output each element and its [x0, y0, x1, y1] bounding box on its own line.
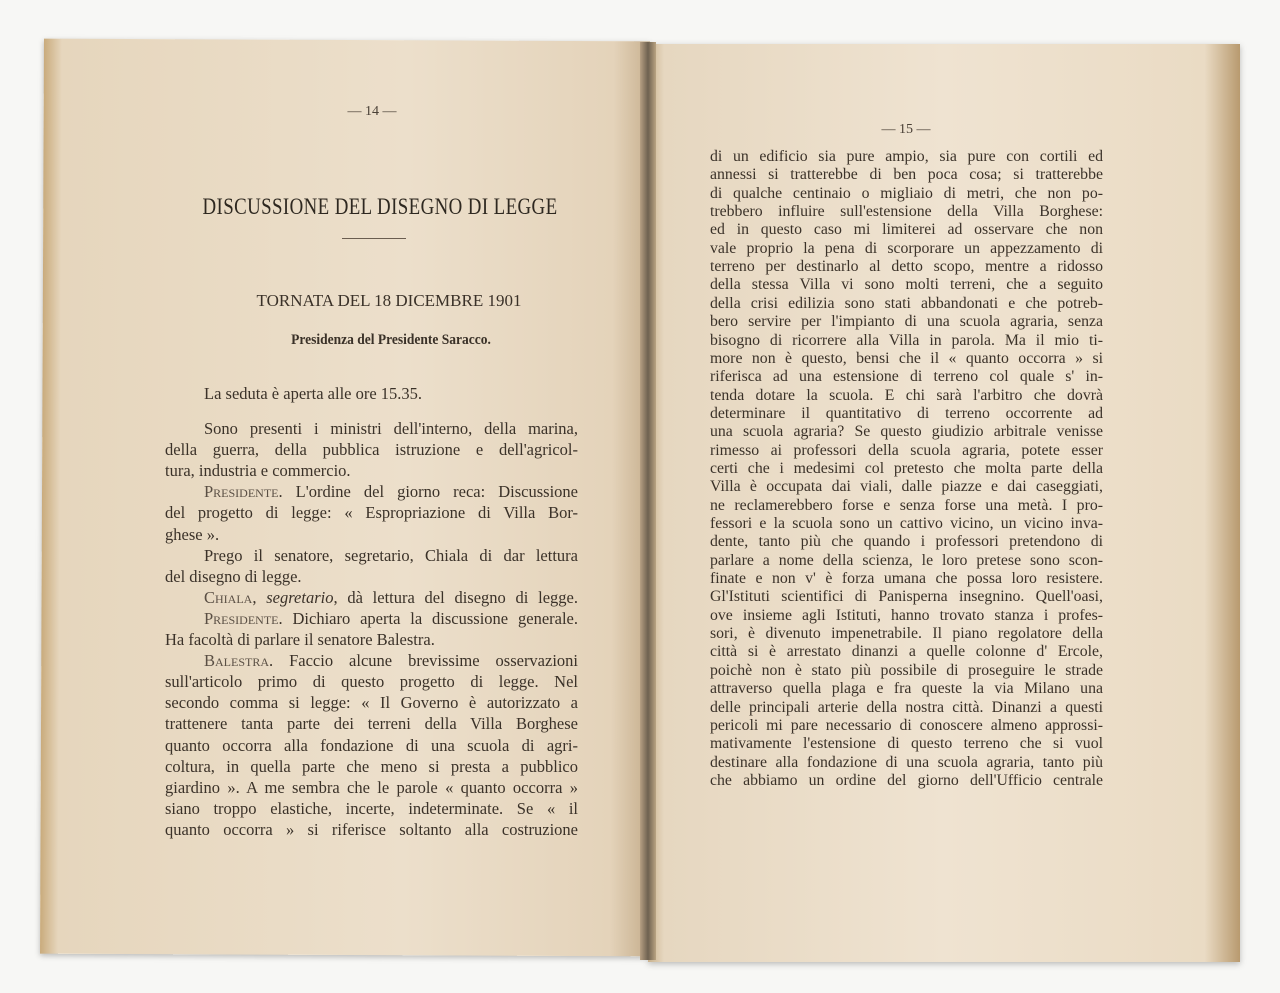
text-segment: segretario [266, 587, 334, 607]
text-line [204, 651, 578, 671]
text-line: more non è questo, bensi che il « quanto occorra » si [710, 349, 1103, 367]
text-segment: quanto occorra » si riferisce soltanto alla costruzione [165, 819, 578, 839]
text-segment: , [252, 587, 267, 607]
text-segment: tura, industria e commercio. [165, 461, 351, 481]
text-line: ne reclamerebbero forse e senza forse una metà. I pro- [710, 496, 1103, 514]
text-line [204, 419, 578, 439]
speaker-name: Chiala [204, 587, 253, 607]
text-line [165, 799, 578, 819]
text-segment: . Faccio alcune brevissime osservazioni [269, 651, 578, 671]
text-line [165, 714, 578, 734]
text-segment: trattenere tanta parte dei terreni della Villa Borghese [165, 714, 578, 734]
text-line [165, 672, 578, 692]
text-line: pericoli mi pare necessario di conoscere almeno approssi- [710, 716, 1103, 734]
page-number-left: — 14 — [347, 104, 397, 119]
text-line [165, 693, 578, 713]
text-line: ed in questo caso mi limiterei ad osservare che non [710, 221, 1103, 239]
text-line [204, 546, 578, 566]
book-gutter [640, 42, 656, 960]
text-line [165, 567, 302, 587]
chapter-title: DISCUSSIONE DEL DISEGNO DI LEGGE [202, 194, 558, 219]
text-line: fessori e la scuola sono un cattivo vicino, un vicino inva- [710, 515, 1103, 532]
text-line [204, 609, 578, 629]
session-heading: TORNATA DEL 18 DICEMBRE 1901 [256, 291, 522, 310]
text-line [165, 820, 578, 840]
text-line [165, 757, 578, 777]
text-line [165, 778, 578, 798]
title-divider [342, 238, 406, 239]
text-line: tenda dotare la scuola. E chi sarà l'arbitro che dovrà [710, 386, 1103, 404]
text-line: certi che i medesimi col pretesto che molta parte della [710, 459, 1103, 477]
text-segment: , dà lettura del disegno di legge. [333, 587, 578, 607]
text-segment: La seduta è aperta alle ore 15.35. [204, 384, 423, 403]
speaker-name: Presidente [204, 482, 279, 502]
text-line [165, 503, 578, 523]
presidency-subheading: Presidenza del Presidente Saracco. [291, 332, 491, 348]
text-segment: del progetto di legge: « Espropriazione di Villa Bor- [165, 503, 578, 523]
text-segment: coltura, in quella parte che meno si presta a pubblico [165, 756, 578, 776]
text-line [165, 461, 351, 481]
text-line: rimesso ai professori della scuola agraria, potete esser [710, 441, 1103, 459]
text-line [204, 482, 578, 502]
text-line: che abbiamo un ordine del giorno dell'Ufficio centrale [710, 771, 1103, 789]
text-line: bisogno di ricorrere alla Villa in parola. Ma il mio ti- [710, 331, 1103, 349]
speaker-name: Balestra [204, 651, 270, 671]
text-line [165, 630, 435, 650]
text-segment: Ha facoltà di parlare il senatore Balestra. [165, 630, 435, 649]
text-line: di qualche centinaio o migliaio di metri, che non po- [710, 184, 1103, 202]
text-line: terreno per destinarlo al detto scopo, mentre a ridosso [710, 258, 1103, 276]
speaker-name: Presidente [204, 608, 279, 628]
text-segment: della guerra, della pubblica istruzione e dell'agricol- [165, 440, 578, 460]
text-line: riferisca ad una estensione di terreno col quale s' in- [710, 368, 1103, 386]
text-segment: . Dichiaro aperta la discussione generale. [278, 608, 578, 628]
text-segment: sull'articolo primo di questo progetto di legge. Nel [165, 672, 578, 692]
text-segment: secondo comma si legge: « Il Governo è autorizzato a [165, 693, 578, 713]
text-line [165, 736, 578, 756]
text-line: poichè non è stato più possibile di proseguire le strade [710, 661, 1103, 679]
text-segment: Prego il senatore, segretario, Chiala di dar lettura [204, 545, 578, 565]
text-line: bero servire per l'impianto di una scuola agraria, senza [710, 313, 1103, 331]
text-line: dente, tanto più che quando i professori pretendono di [710, 533, 1103, 551]
text-line: Gl'Istituti scientifici di Panisperna insegnino. Quell'oasi, [710, 588, 1103, 606]
text-line: città si è arrestato dinanzi a quelle colonne d' Ercole, [710, 643, 1103, 661]
text-segment: giardino ». A me sembra che le parole « quanto occorra » [165, 777, 578, 797]
text-segment: siano troppo elastiche, incerte, indeterminate. Se « il [165, 798, 578, 818]
text-line: Villa è occupata dai viali, dalle piazze e dai caseggiati, [710, 478, 1103, 496]
text-line: destinare alla fondazione di una scuola agraria, tanto più [710, 753, 1103, 771]
text-line: delle principali arterie della nostra città. Dinanzi a questi [710, 698, 1103, 716]
text-line: vale proprio la pena di scorporare un appezzamento di [710, 239, 1103, 257]
text-segment: del disegno di legge. [165, 566, 302, 586]
text-line: annessi si tratterebbe di ben poca cosa; si tratterebbe [710, 166, 1103, 184]
text-line: sori, è divenuto impenetrabile. Il piano regolatore della [710, 625, 1103, 643]
text-line: trebbero influire sull'estensione della Villa Borghese: [710, 203, 1103, 221]
text-segment: . L'ordine del giorno reca: Discussione [278, 482, 578, 502]
text-line: determinare il quantitativo di terreno occorrente ad [710, 404, 1103, 422]
text-segment: Sono presenti i ministri dell'interno, della marina, [204, 419, 578, 438]
text-line: finate e non v' è forza umana che possa loro resistere. [710, 570, 1103, 588]
text-line [204, 588, 578, 608]
text-line: parlare a nome della scienza, le loro pretese sono scon- [710, 551, 1103, 569]
text-segment: quanto occorra alla fondazione di una scuola di agri- [165, 735, 578, 755]
text-segment: ghese ». [165, 524, 220, 544]
text-line: mativamente l'estensione di questo terreno che si vuol [710, 735, 1103, 753]
page-number-right: — 15 — [881, 122, 931, 137]
text-line: ove insieme agli Istituti, hanno trovato stanza i profes- [710, 606, 1103, 624]
text-line: della crisi edilizia sono stati abbandonati e che potreb- [710, 294, 1103, 312]
text-line: della stessa Villa vi sono molti terreni, che a seguito [710, 276, 1103, 294]
text-line [165, 440, 578, 460]
text-line: attraverso quella plaga e fra queste la via Milano una [710, 680, 1103, 698]
text-line [204, 384, 422, 404]
text-line: una scuola agraria? Se questo giudizio arbitrale venisse [710, 423, 1103, 441]
text-line [165, 525, 219, 545]
text-line: di un edificio sia pure ampio, sia pure con cortili ed [710, 148, 1103, 165]
